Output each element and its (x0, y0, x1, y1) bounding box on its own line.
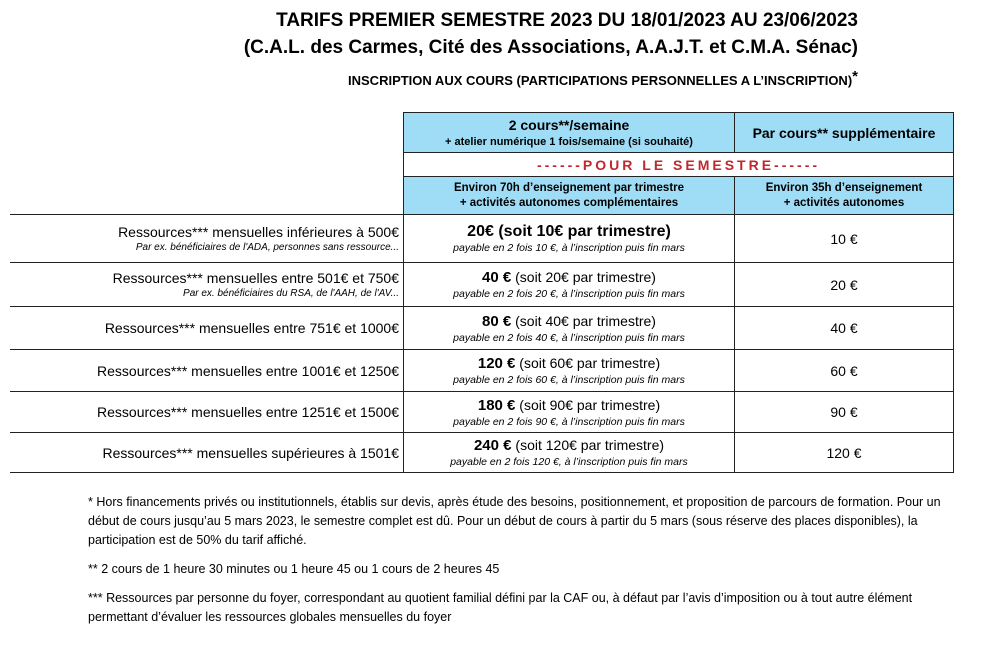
page-subtitle: (C.A.L. des Carmes, Cité des Associations, A.A.J.T. et C.M.A. Sénac) (243, 37, 858, 58)
price-detail: (soit 90€ par trimestre) (515, 396, 661, 413)
payment-terms: payable en 2 fois 120 €, à l’inscription puis fin mars (450, 456, 688, 468)
price-value: 240 € (473, 437, 512, 454)
section-title-text: INSCRIPTION AUX COURS (PARTICIPATIONS PERSONNELLES A L’INSCRIPTION) (348, 73, 853, 88)
footnote-mark: * (852, 68, 858, 85)
col2-hours-line1: Environ 35h d’enseignement (765, 181, 923, 194)
payment-terms: payable en 2 fois 60 €, à l’inscription puis fin mars (453, 374, 685, 386)
price-detail: (soit 10€ par trimestre) (493, 222, 671, 240)
extra-price: 120 € (735, 433, 954, 473)
payment-terms: payable en 2 fois 40 €, à l’inscription puis fin mars (453, 331, 685, 344)
price-line (404, 268, 734, 287)
row-label-main: Ressources*** mensuelles entre 751€ et 1000€ (104, 320, 399, 336)
table-row (10, 433, 954, 473)
price-value: 40 € (482, 269, 512, 286)
price-detail: (soit 20€ par trimestre) (511, 269, 656, 285)
price-detail: (soit 120€ par trimestre) (511, 437, 665, 453)
table-row (10, 350, 954, 392)
price-value: 180 € (477, 396, 516, 414)
price-detail: (soit 60€ par trimestre) (515, 355, 661, 371)
row-label-main: Ressources*** mensuelles inférieures à 500€ (118, 223, 399, 240)
table-row (10, 263, 954, 307)
empty-cell (10, 113, 404, 153)
extra-price: 90 € (735, 392, 954, 433)
row-label (10, 263, 404, 307)
extra-price: 10 € (735, 215, 954, 263)
payment-terms: payable en 2 fois 20 €, à l’inscription puis fin mars (453, 288, 685, 300)
col2-hours (735, 177, 954, 215)
row-label (10, 392, 404, 433)
price-value: 20€ (467, 222, 494, 240)
row-label-main: Ressources*** mensuelles entre 1251€ et 1500€ (97, 404, 399, 420)
price-value: 120 € (477, 355, 516, 372)
row-price (404, 392, 735, 433)
price-line (404, 396, 734, 415)
table-row (10, 307, 954, 350)
price-value: 80 € (482, 312, 512, 330)
semester-banner: ------POUR LE SEMESTRE------ (404, 153, 954, 177)
empty-cell (10, 177, 404, 215)
section-title (348, 68, 858, 88)
price-line (404, 312, 734, 331)
footnote-2: ** 2 cours de 1 heure 30 minutes ou 1 heure 45 ou 1 cours de 2 heures 45 (88, 562, 500, 576)
footnote-3: *** Ressources par personne du foyer, correspondant au quotient familial défini par la CAF ou, à défaut par l’avis d’imposition ou à tout autre élément permettant d’évaluer les ressources globales mensuelles du foyer (88, 591, 913, 624)
row-price (404, 215, 735, 263)
table-row (10, 392, 954, 433)
price-line (404, 223, 734, 241)
col1-hours (404, 177, 735, 215)
row-label-sub: Par ex. bénéficiaires du RSA, de l'AAH, de l'AV... (183, 287, 399, 299)
extra-price: 20 € (735, 263, 954, 307)
col1-hours-line1: Environ 70h d’enseignement par trimestre (453, 181, 685, 194)
empty-cell (10, 153, 404, 177)
extra-price: 40 € (735, 307, 954, 350)
col1-hours-line2: + activités autonomes complémentaires (459, 196, 679, 209)
tariff-table (10, 112, 954, 473)
extra-price: 60 € (735, 350, 954, 392)
row-label (10, 350, 404, 392)
payment-terms: payable en 2 fois 90 €, à l’inscription puis fin mars (453, 415, 685, 428)
page-title: TARIFS PREMIER SEMESTRE 2023 DU 18/01/2023 AU 23/06/2023 (276, 10, 858, 31)
col1-header-sub: + atelier numérique 1 fois/semaine (si souhaité) (445, 135, 693, 148)
row-price (404, 263, 735, 307)
payment-terms: payable en 2 fois 10 €, à l’inscription puis fin mars (453, 241, 685, 254)
col2-hours-line2: + activités autonomes (783, 196, 905, 209)
row-label-sub: Par ex. bénéficiaires de l'ADA, personnes sans ressource... (135, 241, 399, 253)
table-row (10, 215, 954, 263)
row-label (10, 307, 404, 350)
row-label-main: Ressources*** mensuelles entre 501€ et 750€ (112, 269, 399, 286)
price-line (404, 354, 734, 373)
row-price (404, 433, 735, 473)
row-label-main: Ressources*** mensuelles entre 1001€ et 1250€ (97, 362, 399, 379)
col1-header (404, 113, 735, 153)
row-label (10, 215, 404, 263)
row-label (10, 433, 404, 473)
price-detail: (soit 40€ par trimestre) (511, 312, 656, 329)
footnote-1: * Hors financements privés ou institutionnels, établis sur devis, après étude des besoins, positionnement, et proposition de parcours de formation. Pour un début de cours jusqu’au 5 mars 2023, le semestre complet est dû. Pour un début de cours à partir du 5 mars (sous réserve des places disponibles), la participation est de 50% du tarif affiché. (88, 495, 941, 547)
price-line (404, 436, 734, 455)
row-price (404, 307, 735, 350)
col1-header-main: 2 cours**/semaine (508, 116, 630, 133)
row-label-main: Ressources*** mensuelles supérieures à 1501€ (102, 444, 399, 461)
row-price (404, 350, 735, 392)
col2-header: Par cours** supplémentaire (735, 113, 954, 153)
